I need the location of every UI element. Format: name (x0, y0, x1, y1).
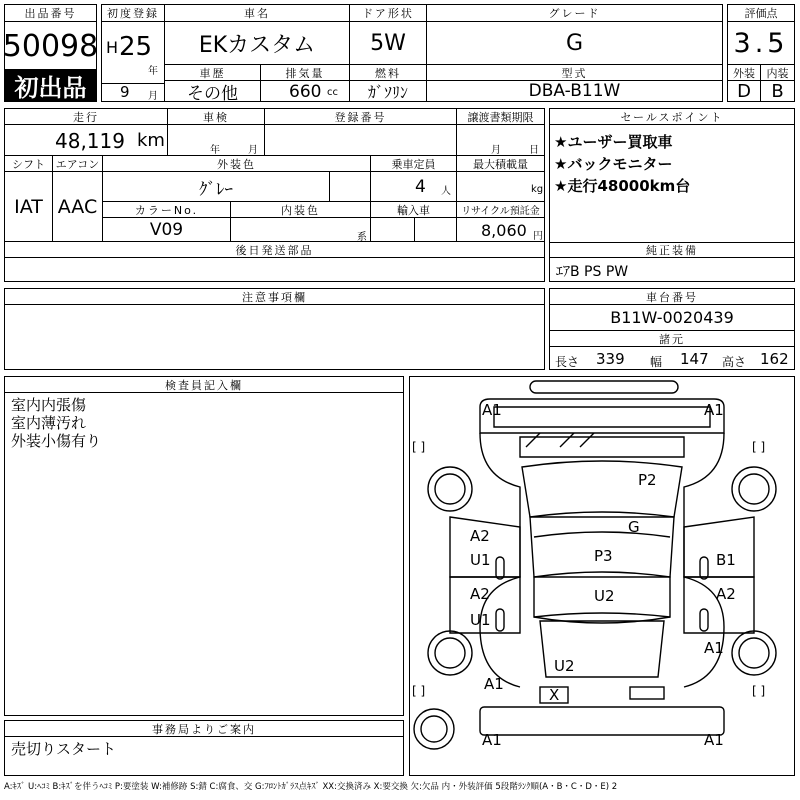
bracket-mark: [ ] (412, 440, 426, 454)
spec-label: 諸元 (550, 331, 794, 347)
damage-mark: A2 (470, 527, 490, 545)
mileage-value: 48,119 (55, 129, 125, 153)
door-type: 5W (350, 22, 427, 65)
lot-block (4, 4, 97, 102)
recycle-cell (457, 218, 544, 242)
equip-label: 純正装備 (550, 242, 794, 258)
inspector-block (4, 376, 404, 716)
first-listing-badge: 初出品 (5, 69, 96, 101)
bracket-mark: [ ] (752, 440, 766, 454)
damage-mark: A1 (704, 639, 724, 657)
length-value: 339 (596, 350, 625, 368)
chassis-value: B11W-0020439 (550, 305, 794, 331)
color-no-value: V09 (103, 218, 231, 242)
car-diagram (409, 376, 795, 776)
capacity-cell (371, 172, 457, 202)
history-value: その他 (165, 81, 261, 101)
damage-mark: A1 (484, 675, 504, 693)
damage-mark: U1 (470, 611, 491, 629)
transfer-month-unit: 月 (491, 145, 501, 156)
shift-label: シフト (5, 156, 53, 172)
sales-point: ★走行48000km台 (554, 177, 691, 195)
transfer-label: 譲渡書類期限 (457, 109, 544, 125)
displacement-unit: cc (327, 87, 338, 98)
aircon-value: AAC (53, 172, 103, 242)
fuel-label: 燃料 (350, 65, 427, 81)
displacement-label: 排気量 (261, 65, 350, 81)
load-unit: kg (531, 184, 544, 195)
reg-month: 9 (120, 83, 130, 101)
mileage-label: 走行 (5, 109, 168, 125)
damage-mark: A1 (704, 731, 724, 749)
office-note: 売切りスタート (11, 740, 117, 758)
sales-point: ★ユーザー買取車 (554, 133, 673, 151)
mileage-cell (5, 125, 168, 156)
damage-mark: P3 (594, 547, 613, 565)
damage-mark: U1 (470, 551, 491, 569)
score-block (727, 4, 795, 102)
length-label: 長さ (555, 355, 580, 369)
grade-label: グレード (427, 5, 722, 22)
width-value: 147 (680, 350, 709, 368)
lot-number: 50098 (2, 28, 99, 64)
month-unit: 月 (148, 91, 158, 102)
damage-legend: A:ｷｽﾞ U:ﾍｺﾐ B:ｷｽﾞを伴うﾍｺﾐ P:要塗装 W:補修跡 S:錆 C:腐食、交 G:ﾌﾛﾝﾄｶﾞﾗｽ点ｷｽﾞ XX:交換済み X:要交換 欠:欠品 内・外装評価 5段階ﾗﾝｸ順(A・B・C・D・E) 2 (4, 782, 618, 792)
recycle-value: 8,060 (481, 221, 527, 240)
name-label: 車名 (165, 5, 350, 22)
reg-year-cell (102, 22, 165, 83)
reg-label: 初度登録 (102, 5, 165, 22)
inspection-label: 車検 (168, 109, 265, 125)
damage-mark: G (628, 518, 640, 536)
ext-color-label: 外装色 (103, 156, 371, 172)
header-block (101, 4, 723, 102)
inspection-year-unit: 年 (210, 145, 220, 156)
equip-value: ｴｱB PS PW (556, 264, 629, 280)
load-label: 最大積載量 (457, 156, 544, 172)
damage-mark: U2 (554, 657, 575, 675)
car-outline (410, 377, 794, 775)
year-unit: 年 (148, 66, 158, 77)
fuel-value: ｶﾞｿﾘﾝ (350, 81, 427, 101)
int-color-label: 内装色 (231, 202, 371, 218)
inspector-label: 検査員記入欄 (5, 377, 403, 393)
damage-mark: A1 (482, 731, 502, 749)
interior-label: 内装 (761, 65, 794, 81)
chassis-block (549, 288, 795, 370)
height-label: 高さ (722, 355, 747, 369)
inspection-cell (168, 125, 265, 156)
score-value: 3.5 (728, 22, 794, 65)
reg-year: 25 (119, 32, 153, 62)
int-color-unit: 系 (357, 232, 367, 243)
damage-mark: X (549, 686, 560, 704)
inspection-month-unit: 月 (248, 145, 258, 156)
mileage-unit: km (137, 130, 165, 151)
caution-label: 注意事項欄 (5, 289, 544, 305)
sales-point: ★バックモニター (554, 155, 673, 173)
damage-mark: A2 (470, 585, 490, 603)
door-label: ドア形状 (350, 5, 427, 22)
height-value: 162 (760, 350, 789, 368)
ext-color-value: ｸﾞﾚｰ (199, 179, 233, 200)
inspector-note: 室内内張傷 (11, 396, 87, 414)
model-label: 型式 (427, 65, 722, 81)
damage-mark: A1 (704, 401, 724, 419)
chassis-label: 車台番号 (550, 289, 794, 305)
damage-mark: P2 (638, 471, 657, 489)
exterior-grade: D (728, 81, 761, 101)
sales-label: セールスポイント (550, 109, 794, 125)
bracket-mark: [ ] (412, 684, 426, 698)
vehicle-details (4, 108, 545, 282)
car-name: EKカスタム (165, 22, 350, 65)
width-label: 幅 (650, 355, 663, 369)
exterior-label: 外装 (728, 65, 761, 81)
reg-month-cell (102, 83, 165, 101)
office-block (4, 720, 404, 776)
history-label: 車歴 (165, 65, 261, 81)
plate-label: 登録番号 (265, 109, 457, 125)
score-label: 評価点 (728, 5, 794, 22)
inspector-note: 室内薄汚れ (11, 414, 87, 432)
aircon-label: エアコン (53, 156, 103, 172)
capacity-unit: 人 (441, 186, 451, 197)
shift-value: IAT (5, 172, 53, 242)
later-parts-label: 後日発送部品 (5, 242, 544, 258)
model-value: DBA-B11W (528, 81, 621, 101)
import-label: 輸入車 (371, 202, 457, 218)
plate-cell (265, 125, 457, 156)
displacement-value: 660 (289, 82, 322, 102)
damage-mark: U2 (594, 587, 615, 605)
recycle-unit: 円 (533, 231, 543, 242)
recycle-label: リサイクル預託金 (457, 202, 544, 218)
grade-value: G (427, 22, 722, 65)
later-parts-value (5, 258, 544, 281)
office-label: 事務局よりご案内 (5, 721, 403, 737)
displacement-cell (261, 81, 350, 101)
caution-block (4, 288, 545, 370)
capacity-label: 乗車定員 (371, 156, 457, 172)
ext-color-cell (103, 172, 371, 202)
inspector-note: 外装小傷有り (11, 432, 102, 450)
int-color-cell (231, 218, 371, 242)
transfer-cell (457, 125, 544, 156)
capacity-value: 4 (415, 177, 426, 197)
damage-mark: A2 (716, 585, 736, 603)
sales-block (549, 108, 795, 282)
color-no-label: カラーNo. (103, 202, 231, 218)
damage-mark: B1 (716, 551, 736, 569)
era: H (106, 38, 119, 57)
lot-label: 出品番号 (5, 5, 96, 22)
interior-grade: B (771, 80, 784, 102)
import-cell (371, 218, 457, 242)
load-cell (457, 172, 544, 202)
damage-mark: A1 (482, 401, 502, 419)
bracket-mark: [ ] (752, 684, 766, 698)
transfer-day-unit: 日 (529, 145, 539, 156)
